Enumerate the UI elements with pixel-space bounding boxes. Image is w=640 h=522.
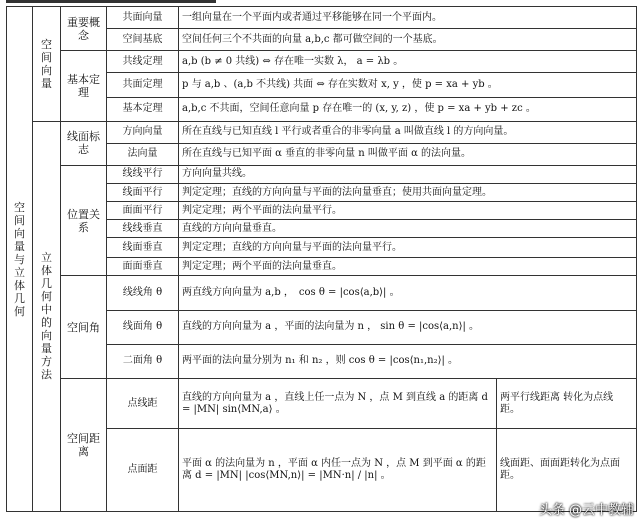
group-basic-theorems: 基本定理 [61, 51, 107, 121]
row-text-plane-plane-parallel: 判定定理；两个平面的法向量平行。 [179, 202, 637, 220]
row-label-space-basis: 空间基底 [107, 29, 179, 51]
cropped-title-bar [6, 0, 216, 3]
group-line-plane-markers: 线面标志 [61, 121, 107, 165]
row-text-coplanar-vector: 一组向量在一个平面内或者通过平移能够在同一个平面内。 [179, 7, 637, 29]
row-text-line-line-perpendicular: 直线的方向向量垂直。 [179, 220, 637, 238]
row-text-basic-theorem: a,b,c 不共面，空间任意向量 p 存在唯一的 (x, y, z) ，使 p = xa + yb + zc 。 [179, 97, 637, 121]
group-important-concepts: 重要概念 [61, 7, 107, 51]
row-text-line-plane-parallel: 判定定理；直线的方向向量与平面的法向量垂直；使用共面向量定理。 [179, 184, 637, 202]
group-position-relations: 位置关系 [61, 165, 107, 276]
main-category-cell: 空间向量与立体几何 [7, 7, 33, 512]
row-label-collinear-theorem: 共线定理 [107, 51, 179, 73]
row-label-line-plane-angle: 线面角 θ [107, 310, 179, 344]
row-label-point-line-distance: 点线距 [107, 379, 179, 429]
row-label-line-line-parallel: 线线平行 [107, 165, 179, 183]
row-text-point-plane-distance: 平面 α 的法向量为 n ，平面 α 内任一点为 N ，点 M 到平面 α 的距离 d = |MN| |cos⟨MN,n⟩| = |MN·n| / |n| 。 [179, 429, 497, 512]
row-text-line-plane-perpendicular: 判定定理；直线的方向向量与平面的法向量平行。 [179, 238, 637, 258]
row-label-line-line-angle: 线线角 θ [107, 276, 179, 310]
top-title-strip [0, 0, 640, 5]
section2-title: 立体几何中的向量方法 [33, 121, 61, 511]
row-text-collinear-theorem: a,b (b ≠ 0 共线) ⇔ 存在唯一实数 λ， a = λb 。 [179, 51, 637, 73]
row-label-direction-vector: 方向向量 [107, 121, 179, 143]
row-text-line-line-parallel: 方向向量共线。 [179, 165, 637, 183]
row-text-space-basis: 空间任何三个不共面的向量 a,b,c 都可做空间的一个基底。 [179, 29, 637, 51]
row-text-point-line-distance: 直线的方向向量为 a ，直线上任一点为 N ，点 M 到直线 a 的距离 d = |MN| sin⟨MN,a⟩ 。 [179, 379, 497, 429]
watermark: 头条 @云中教辅 [538, 503, 634, 518]
row-label-normal-vector: 法向量 [107, 143, 179, 165]
summary-table [6, 6, 637, 512]
row-text-coplanar-theorem: p 与 a,b 、(a,b 不共线) 共面 ⇔ 存在实数对 x, y ，使 p = xa + yb 。 [179, 73, 637, 97]
row-label-coplanar-theorem: 共面定理 [107, 73, 179, 97]
row-note-point-line-distance: 两平行线距离 转化为点线距。 [497, 379, 637, 429]
group-space-distances: 空间距离 [61, 379, 107, 512]
row-label-point-plane-distance: 点面距 [107, 429, 179, 512]
row-text-line-line-angle: 两直线方向向量为 a,b ， cos θ = |cos⟨a,b⟩| 。 [179, 276, 637, 310]
row-label-basic-theorem: 基本定理 [107, 97, 179, 121]
row-text-dihedral-angle: 两平面的法向量分别为 n₁ 和 n₂ ，则 cos θ = |cos⟨n₁,n₂⟩| 。 [179, 344, 637, 378]
row-note-point-plane-distance: 线面距、面面距转化为点面距。 [497, 429, 637, 512]
group-space-angles: 空间角 [61, 276, 107, 379]
row-label-line-plane-parallel: 线面平行 [107, 184, 179, 202]
row-label-dihedral-angle: 二面角 θ [107, 344, 179, 378]
row-text-direction-vector: 所在直线与已知直线 l 平行或者重合的非零向量 a 叫做直线 l 的方向向量。 [179, 121, 637, 143]
row-label-line-plane-perpendicular: 线面垂直 [107, 238, 179, 258]
row-label-coplanar-vector: 共面向量 [107, 7, 179, 29]
row-text-plane-plane-perpendicular: 判定定理；两个平面的法向量垂直。 [179, 258, 637, 276]
row-text-normal-vector: 所在直线与已知平面 α 垂直的非零向量 n 叫做平面 α 的法向量。 [179, 143, 637, 165]
row-label-plane-plane-perpendicular: 面面垂直 [107, 258, 179, 276]
section1-title: 空间向量 [33, 7, 61, 122]
row-text-line-plane-angle: 直线的方向向量为 a ，平面的法向量为 n ， sin θ = |cos⟨a,n⟩| 。 [179, 310, 637, 344]
row-label-line-line-perpendicular: 线线垂直 [107, 220, 179, 238]
row-label-plane-plane-parallel: 面面平行 [107, 202, 179, 220]
